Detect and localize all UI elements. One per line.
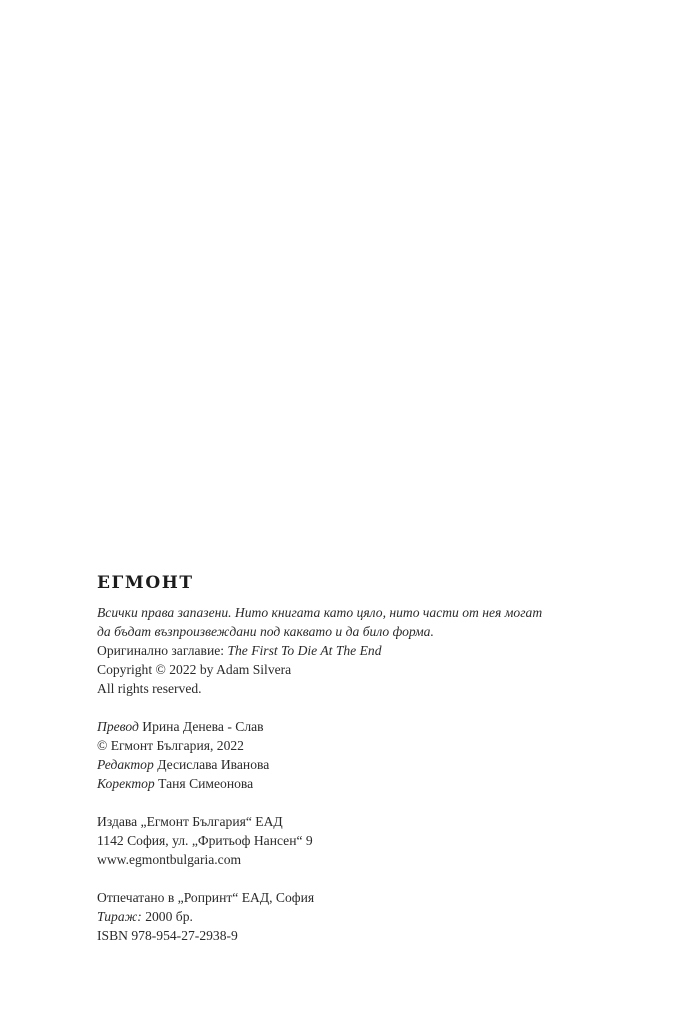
translation-label: Превод bbox=[97, 719, 139, 734]
original-title-value: The First To Die At The End bbox=[227, 643, 382, 658]
copyright-line: Copyright © 2022 by Adam Silvera bbox=[97, 662, 292, 677]
publisher-line: Издава „Егмонт България“ ЕАД bbox=[97, 814, 283, 829]
publisher-address: 1142 София, ул. „Фритьоф Нансен“ 9 bbox=[97, 833, 313, 848]
print-run-label: Тираж: bbox=[97, 909, 142, 924]
copyright-bulgaria: © Егмонт България, 2022 bbox=[97, 738, 244, 753]
print-run bbox=[97, 907, 677, 926]
colophon-block bbox=[97, 572, 677, 945]
spacer bbox=[97, 869, 677, 888]
proofreader-label: Коректор bbox=[97, 776, 155, 791]
proofreader-value: Таня Симеонова bbox=[158, 776, 254, 791]
spacer bbox=[97, 793, 677, 812]
spacer bbox=[97, 698, 677, 717]
editor-label: Редактор bbox=[97, 757, 154, 772]
translation-credit bbox=[97, 717, 677, 736]
editor-credit bbox=[97, 755, 677, 774]
publisher-website: www.egmontbulgaria.com bbox=[97, 852, 242, 867]
rights-notice-line-1: Всички права запазени. Нито книгата като цяло, нито части от нея могат bbox=[97, 605, 543, 620]
all-rights-reserved: All rights reserved. bbox=[97, 681, 202, 696]
publisher-logo: ЕГМОНТ bbox=[97, 573, 194, 593]
rights-notice-line-2: да бъдат възпроизвеждани под каквато и да било форма. bbox=[97, 624, 434, 639]
translation-value: Ирина Денева - Слав bbox=[142, 719, 264, 734]
original-title-label: Оригинално заглавие: bbox=[97, 643, 225, 658]
isbn: ISBN 978-954-27-2938-9 bbox=[97, 928, 238, 943]
editor-value: Десислава Иванова bbox=[157, 757, 270, 772]
proofreader-credit bbox=[97, 774, 677, 793]
print-run-value: 2000 бр. bbox=[145, 909, 193, 924]
original-title-line bbox=[97, 641, 677, 660]
printing-house: Отпечатано в „Ропринт“ ЕАД, София bbox=[97, 890, 315, 905]
